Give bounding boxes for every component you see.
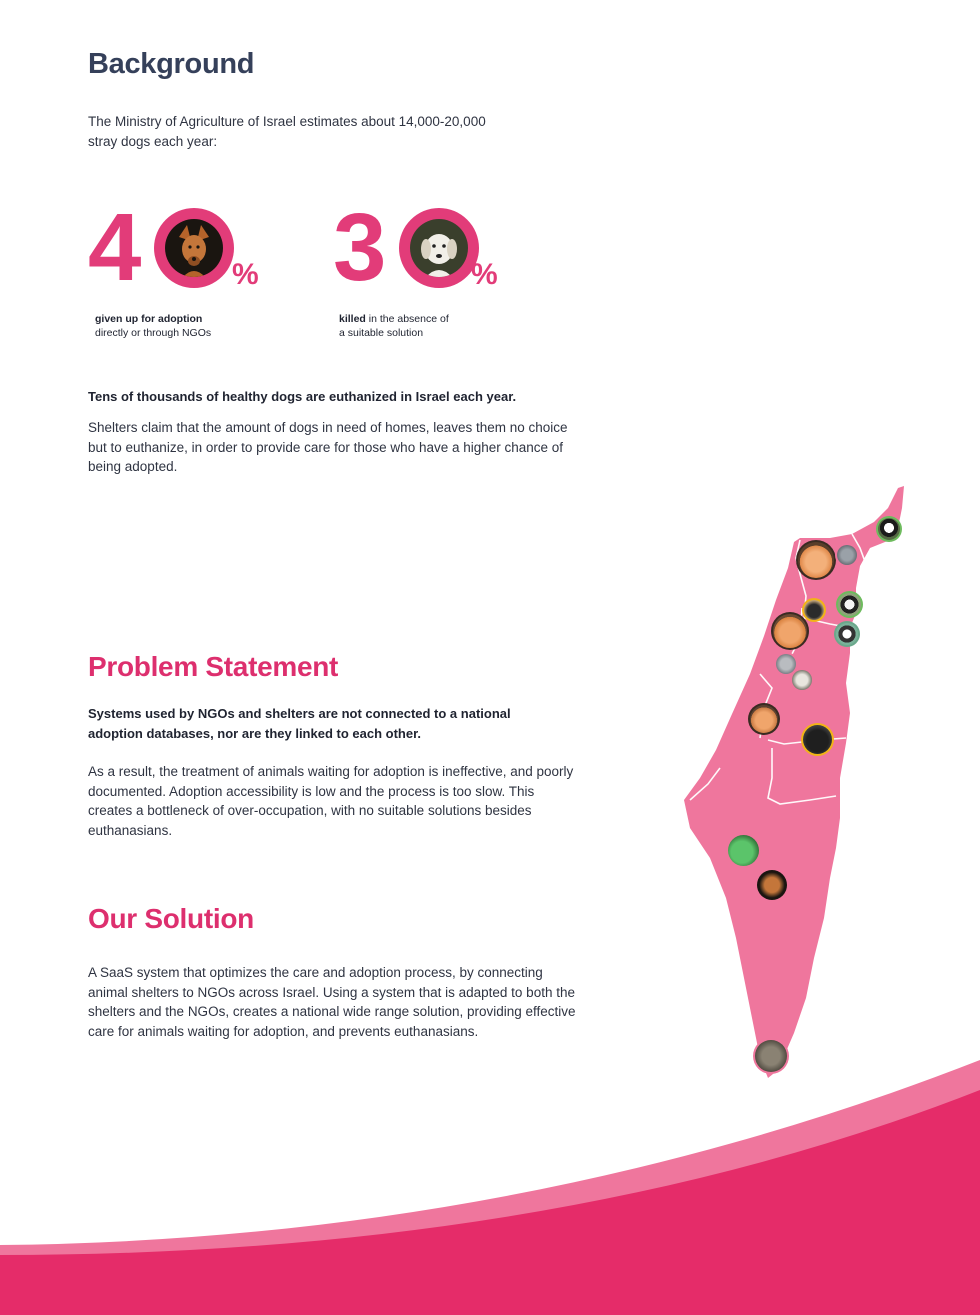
pug-marker-icon[interactable] [802, 598, 826, 622]
percent-sign: % [471, 258, 498, 291]
map-region [684, 486, 904, 1078]
pug-marker-icon[interactable] [801, 723, 834, 756]
dog-marker-icon[interactable] [755, 868, 789, 902]
cat-marker-icon[interactable] [771, 612, 809, 650]
cat-marker-icon[interactable] [753, 1038, 789, 1074]
solution-heading: Our Solution [88, 903, 254, 934]
cat-marker-icon[interactable] [796, 540, 836, 580]
parrot-marker-icon[interactable] [835, 543, 859, 567]
puppy-photo-icon [399, 208, 479, 288]
problem-bold-text: Systems used by NGOs and shelters are not connected to a national adoption databases, nor are they linked to each other. [88, 706, 511, 741]
dog-photo-icon [154, 208, 234, 288]
shelters-paragraph: Shelters claim that the amount of dogs in need of homes, leaves them no choice but to euthanize, in order to provide care for those who have a higher chance of being adopted. [88, 420, 568, 474]
stat-caption: killed in the absence of a suitable solution [339, 313, 449, 339]
dog-marker-icon[interactable] [834, 621, 860, 647]
euthanized-statement: Tens of thousands of healthy dogs are euthanized in Israel each year. [88, 389, 517, 404]
dog-marker-icon[interactable] [836, 591, 863, 618]
stat-caption: given up for adoption directly or through NGOs [95, 313, 212, 339]
stat-digit: 3 [333, 194, 385, 301]
parrot-marker-icon[interactable] [726, 833, 761, 868]
solution-body: A SaaS system that optimizes the care and adoption process, by connecting animal shelters to NGOs across Israel. Using a system that is adapted to both the shelters and the NGOs, creates a national wide range solution, providing effective care for animals waiting for adoption, and prevents euthanasians. [88, 965, 576, 1039]
problem-body: As a result, the treatment of animals waiting for adoption is ineffective, and poorly documented. Adoption accessibility is low and the process is too slow. This creates a bottleneck of over-occupation, with no suitable solutions besides euthanasians. [88, 764, 574, 838]
dog-marker-icon[interactable] [876, 516, 902, 542]
percent-sign: % [232, 258, 259, 291]
stat-40-percent [88, 194, 308, 340]
stat-digit: 4 [88, 194, 140, 301]
background-heading: Background [88, 48, 255, 80]
cat-marker-icon[interactable] [748, 703, 780, 735]
problem-heading: Problem Statement [88, 651, 339, 682]
stat-30-percent [333, 194, 553, 340]
dog-marker-icon[interactable] [790, 668, 814, 692]
background-intro: The Ministry of Agriculture of Israel estimates about 14,000-20,000 stray dogs each year: [88, 114, 486, 149]
